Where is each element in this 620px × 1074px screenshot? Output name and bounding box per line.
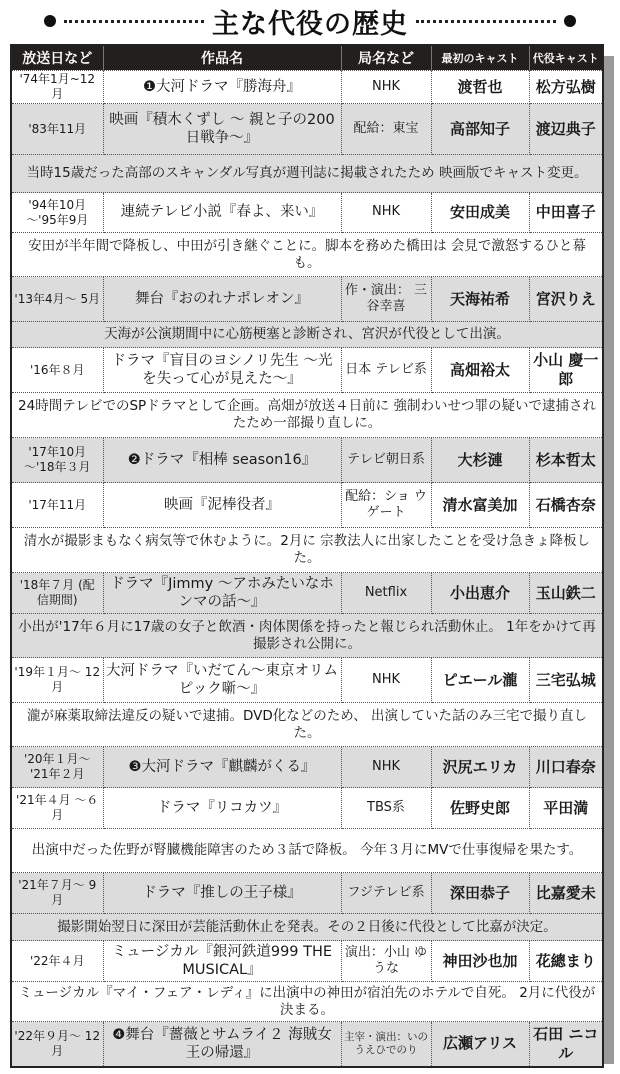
original-cast-cell: 沢尻エリカ (431, 747, 529, 788)
dotted-rule-left (64, 20, 204, 26)
note-row (11, 528, 603, 573)
station-cell: TBS系 (341, 788, 431, 829)
station-cell: テレビ朝日系 (341, 438, 431, 483)
table-row (11, 71, 603, 104)
title-bar (0, 0, 620, 42)
note-cell: ミュージカル『マイ・フェア・レディ』に出演中の神田が宿泊先のホテルで自死。 2月に代役が決まる。 (11, 982, 603, 1022)
title-cell: ミュージカル『銀河鉄道999 THE MUSICAL』 (103, 941, 341, 982)
title-cell: 大河ドラマ『いだてん～東京オリムピック噺～』 (103, 658, 341, 703)
replacement-cast-cell: 比嘉愛未 (529, 873, 603, 914)
title-cell: ❷ドラマ『相棒 season16』 (103, 438, 341, 483)
table-row (11, 747, 603, 788)
note-cell: 撮影開始翌日に深田が芸能活動休止を発表。その２日後に代役として比嘉が決定。 (11, 914, 603, 941)
station-cell: 主宰・演出：いの うえひでのり (341, 1022, 431, 1067)
date-cell: '17年11月 (11, 483, 103, 528)
bullet-dot-right (564, 15, 576, 27)
replacement-cast-cell: 中田喜子 (529, 193, 603, 233)
note-row (11, 393, 603, 438)
original-cast-cell: 安田成美 (431, 193, 529, 233)
title-cell: ドラマ『リコカツ』 (103, 788, 341, 829)
replacement-cast-cell: 川口春奈 (529, 747, 603, 788)
title-cell: ドラマ『Jimmy ～アホみたいなホンマの話～』 (103, 573, 341, 614)
note-cell: 24時間テレビでのSPドラマとして企画。高畑が放送４日前に 強制わいせつ罪の疑いで逮捕されたため一部撮り直しに。 (11, 393, 603, 438)
note-row (11, 614, 603, 658)
note-row (11, 914, 603, 941)
original-cast-cell: 渡哲也 (431, 71, 529, 104)
replacement-cast-cell: 石田 ニコル (529, 1022, 603, 1067)
station-cell: 配給：ショ ウゲート (341, 483, 431, 528)
table-row (11, 193, 603, 233)
station-cell: 演出：小山 ゆうな (341, 941, 431, 982)
date-cell: '22年４月 (11, 941, 103, 982)
title-cell: ❶大河ドラマ『勝海舟』 (103, 71, 341, 104)
table-wrapper (10, 44, 602, 1068)
table-row (11, 348, 603, 393)
date-cell: '22年９月～ 12月 (11, 1022, 103, 1067)
station-cell: NHK (341, 747, 431, 788)
note-cell: 出演中だった佐野が腎臓機能障害のため３話で降板。 今年３月にMVで仕事復帰を果たす。 (11, 829, 603, 873)
note-cell: 小出が'17年６月に17歳の女子と飲酒・肉体関係を持ったと報じられ活動休止。 1年をかけて再撮影され公開に。 (11, 614, 603, 658)
table-row (11, 788, 603, 829)
note-row (11, 233, 603, 277)
original-cast-cell: ピエール瀧 (431, 658, 529, 703)
station-cell: 配給：東宝 (341, 104, 431, 155)
original-cast-cell: 広瀬アリス (431, 1022, 529, 1067)
original-cast-cell: 天海祐希 (431, 277, 529, 322)
date-cell: '18年７月 (配信期間) (11, 573, 103, 614)
note-cell: 清水が撮影まもなく病気等で休むように。2月に 宗教法人に出家したことを受け急きょ降板した。 (11, 528, 603, 573)
replacement-cast-cell: 小山 慶一郎 (529, 348, 603, 393)
title-cell: ❸大河ドラマ『麒麟がくる』 (103, 747, 341, 788)
table-row (11, 873, 603, 914)
date-cell: '16年８月 (11, 348, 103, 393)
note-row (11, 155, 603, 193)
station-cell: 日本 テレビ系 (341, 348, 431, 393)
table-row (11, 573, 603, 614)
table-row (11, 104, 603, 155)
original-cast-cell: 高畑裕太 (431, 348, 529, 393)
note-cell: 瀧が麻薬取締法違反の疑いで逮捕。DVD化などのため、 出演していた話のみ三宅で撮り直した。 (11, 703, 603, 747)
date-cell: '20年１月～ '21年２月 (11, 747, 103, 788)
header-original-cast: 最初のキャスト (431, 45, 529, 71)
note-row (11, 703, 603, 747)
replacement-cast-cell: 宮沢りえ (529, 277, 603, 322)
date-cell: '74年1月~12月 (11, 71, 103, 104)
date-cell: '94年10月 ～'95年9月 (11, 193, 103, 233)
title-cell: ❹舞台『薔薇とサムライ２ 海賊女王の帰還』 (103, 1022, 341, 1067)
original-cast-cell: 佐野史郎 (431, 788, 529, 829)
header-station: 局名など (341, 45, 431, 71)
table-row (11, 1022, 603, 1067)
table-body (11, 71, 603, 1067)
replacement-cast-cell: 杉本哲太 (529, 438, 603, 483)
header-date: 放送日など (11, 45, 103, 71)
original-cast-cell: 神田沙也加 (431, 941, 529, 982)
header-replacement-cast: 代役キャスト (529, 45, 603, 71)
note-cell: 安田が半年間で降板し、中田が引き継ぐことに。脚本を務めた橋田は 会見で激怒するひと幕も。 (11, 233, 603, 277)
note-cell: 当時15歳だった高部のスキャンダル写真が週刊誌に掲載されたため 映画版でキャスト変更。 (11, 155, 603, 193)
station-cell: NHK (341, 658, 431, 703)
station-cell: NHK (341, 193, 431, 233)
replacement-cast-cell: 三宅弘城 (529, 658, 603, 703)
note-cell: 天海が公演期間中に心筋梗塞と診断され、宮沢が代役として出演。 (11, 322, 603, 348)
title-cell: 映画『泥棒役者』 (103, 483, 341, 528)
replacement-cast-cell: 渡辺典子 (529, 104, 603, 155)
dotted-rule-right (416, 20, 556, 26)
table-row (11, 941, 603, 982)
note-row (11, 829, 603, 873)
original-cast-cell: 高部知子 (431, 104, 529, 155)
table-header-row (11, 45, 603, 71)
station-cell: NHK (341, 71, 431, 104)
title-cell: 連続テレビ小説『春よ、来い』 (103, 193, 341, 233)
replacement-cast-cell: 松方弘樹 (529, 71, 603, 104)
original-cast-cell: 深田恭子 (431, 873, 529, 914)
understudy-history-table (10, 44, 604, 1068)
page-title: 主な代役の歴史 (212, 8, 408, 40)
note-row (11, 982, 603, 1022)
station-cell: Netflix (341, 573, 431, 614)
title-cell: ドラマ『盲目のヨシノリ先生 ～光を失って心が見えた～』 (103, 348, 341, 393)
table-row (11, 277, 603, 322)
date-cell: '21年４月 ～６月 (11, 788, 103, 829)
date-cell: '83年11月 (11, 104, 103, 155)
original-cast-cell: 小出恵介 (431, 573, 529, 614)
date-cell: '17年10月 ～'18年３月 (11, 438, 103, 483)
title-cell: 映画『積木くずし ～ 親と子の200日戦争～』 (103, 104, 341, 155)
table-row (11, 658, 603, 703)
replacement-cast-cell: 石橋杏奈 (529, 483, 603, 528)
date-cell: '13年4月～ 5月 (11, 277, 103, 322)
original-cast-cell: 清水富美加 (431, 483, 529, 528)
station-cell: フジテレビ系 (341, 873, 431, 914)
date-cell: '21年７月～ 9月 (11, 873, 103, 914)
table-row (11, 438, 603, 483)
title-cell: 舞台『おのれナポレオン』 (103, 277, 341, 322)
replacement-cast-cell: 花總まり (529, 941, 603, 982)
date-cell: '19年１月～ 12月 (11, 658, 103, 703)
station-cell: 作・演出： 三谷幸喜 (341, 277, 431, 322)
table-row (11, 483, 603, 528)
replacement-cast-cell: 玉山鉄二 (529, 573, 603, 614)
note-row (11, 322, 603, 348)
title-cell: ドラマ『推しの王子様』 (103, 873, 341, 914)
header-title: 作品名 (103, 45, 341, 71)
replacement-cast-cell: 平田満 (529, 788, 603, 829)
original-cast-cell: 大杉漣 (431, 438, 529, 483)
bullet-dot-left (44, 15, 56, 27)
